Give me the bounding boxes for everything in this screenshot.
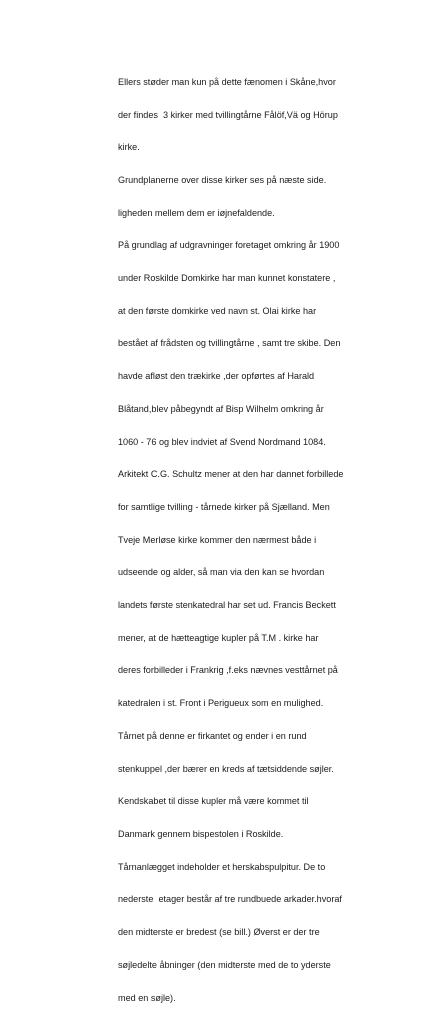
text-line: under Roskilde Domkirke har man kunnet konstatere ,	[118, 273, 336, 284]
text-line: Tveje Merløse kirke kommer den nærmest både i	[118, 534, 317, 545]
text-line: Kendskabet til disse kupler må være kommet til	[118, 796, 309, 807]
text-line: Ellers støder man kun på dette fænomen i Skåne,hvor	[118, 76, 336, 87]
text-line: På grundlag af udgravninger foretaget omkring år 1900	[118, 240, 340, 251]
text-line: ligheden mellem dem er iøjnefaldende.	[118, 207, 275, 218]
text-line: Tårnet på denne er firkantet og ender i en rund	[118, 730, 307, 741]
text-line: deres forbilleder i Frankrig ,f.eks nævnes vesttårnet på	[118, 665, 338, 676]
text-line: katedralen i st. Front i Perigueux som en mulighed.	[118, 698, 324, 709]
text-line: Danmark gennem bispestolen i Roskilde.	[118, 828, 284, 839]
text-line: 1060 - 76 og blev indviet af Svend Nordmand 1084.	[118, 436, 326, 447]
text-line: landets første stenkatedral har set ud. Francis Beckett	[118, 600, 336, 611]
text-line: stenkuppel ,der bærer en kreds af tætsiddende søjler.	[118, 763, 334, 774]
text-line: at den første domkirke ved navn st. Olai kirke har	[118, 305, 317, 316]
text-line: udseende og alder, så man via den kan se hvordan	[118, 567, 325, 578]
text-line: med en søjle).	[118, 992, 176, 1003]
text-line: for samtlige tvilling - tårnede kirker på Sjælland. Men	[118, 501, 330, 512]
text-line: kirke.	[118, 142, 140, 153]
text-line: Grundplanerne over disse kirker ses på næste side.	[118, 174, 327, 185]
text-line: den midterste er bredest (se bill.) Øverst er der tre	[118, 927, 320, 938]
text-line: mener, at de hætteagtige kupler på T.M . kirke har	[118, 632, 319, 643]
text-line: Blåtand,blev påbegyndt af Bisp Wilhelm omkring år	[118, 403, 324, 414]
text-line: Tårnanlægget indeholder et herskabspulpitur. De to	[118, 861, 326, 872]
body-text	[118, 55, 368, 1025]
text-line: søjledelte åbninger (den midterste med de to yderste	[118, 959, 331, 970]
text-line: havde afløst den trækirke ,der opførtes af Harald	[118, 371, 315, 382]
text-line: bestået af frådsten og tvillingtårne , samt tre skibe. Den	[118, 338, 341, 349]
text-line: Arkitekt C.G. Schultz mener at den har dannet forbillede	[118, 469, 344, 480]
text-line: nederste etager består af tre rundbuede arkader.hvoraf	[118, 894, 342, 905]
text-line: der findes 3 kirker med tvillingtårne Fålöf,Vä og Hörup	[118, 109, 338, 120]
